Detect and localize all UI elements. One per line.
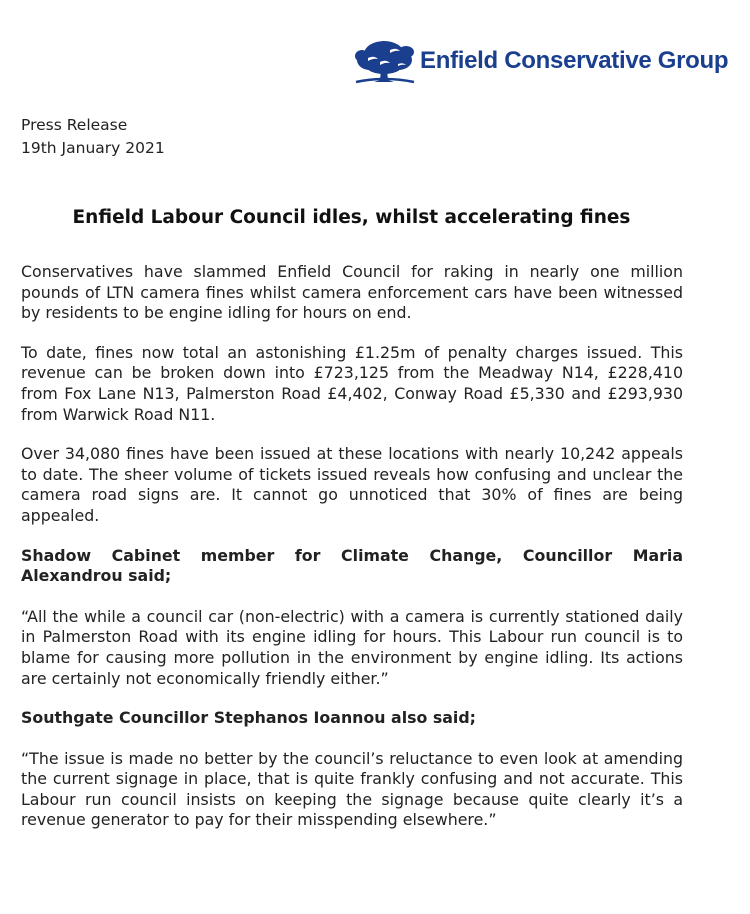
quote: “The issue is made no better by the council’s reluctance to even look at amending the current signage in place, that is quite frankly confusing and not accurate. This Labour run council insists on keeping the signage because quite clearly it’s a revenue generator to pay for their misspending elsewhere.” (21, 748, 683, 830)
speaker-attribution: Shadow Cabinet member for Climate Change, Councillor Maria Alexandrou said; (21, 545, 683, 586)
quote: “All the while a council car (non-electric) with a camera is currently stationed daily in Palmerston Road with its engine idling for hours. This Labour run council is to blame for causing more pollution in the environment by engine idling. Its actions are certainly not economically friendly either.” (21, 606, 683, 688)
paragraph: Conservatives have slammed Enfield Council for raking in nearly one million pounds of LTN camera fines whilst camera enforcement cars have been witnessed by residents to be engine idling for hours on end. (21, 262, 683, 323)
logo-text: Enfield Conservative Group (420, 47, 729, 74)
logo (354, 36, 728, 86)
speaker-attribution: Southgate Councillor Stephanos Ioannou also said; (21, 708, 476, 728)
release-meta (21, 114, 165, 160)
paragraph: Over 34,080 fines have been issued at these locations with nearly 10,242 appeals to date. The sheer volume of tickets issued reveals how confusing and unclear the camera road signs are. It cannot go unnoticed that 30% of fines are being appealed. (21, 444, 683, 525)
release-date: 19th January 2021 (21, 139, 165, 157)
paragraph: To date, fines now total an astonishing £1.25m of penalty charges issued. This revenue can be broken down into £723,125 from the Meadway N14, £228,410 from Fox Lane N13, Palmerston Road £4,402, Conway Road £5,330 and £293,930 from Warwick Road N11. (21, 342, 683, 424)
article-body (21, 262, 683, 850)
tree-icon (354, 36, 416, 86)
release-label: Press Release (21, 116, 128, 134)
headline: Enfield Labour Council idles, whilst accelerating fines (72, 207, 631, 228)
